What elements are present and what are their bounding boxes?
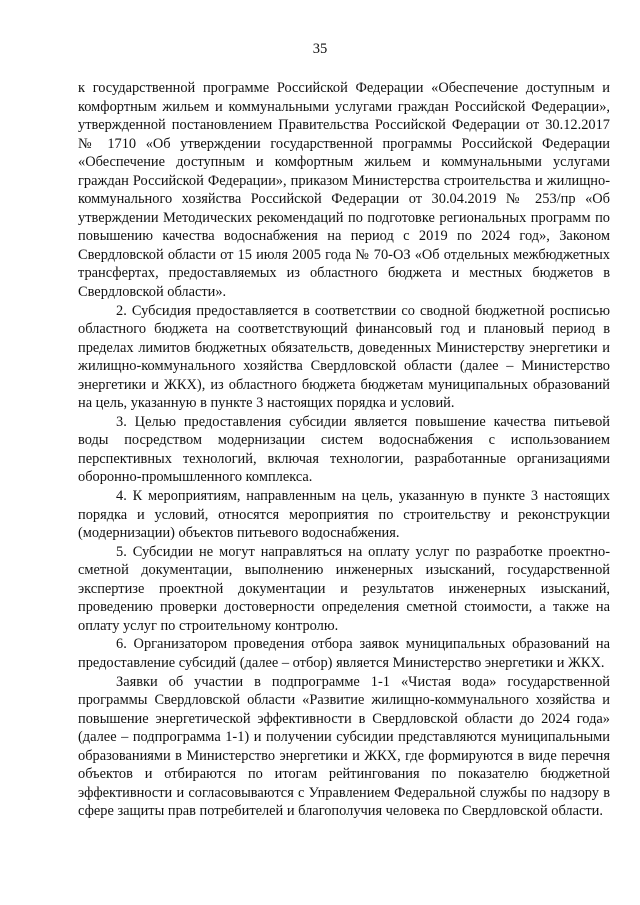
page-number: 35 <box>312 41 328 57</box>
paragraph-item-6: 6. Организатором проведения отбора заявок муниципальных образований на предоставление субсидий (далее – отбор) является Министерство энергетики и ЖКХ. <box>78 636 610 671</box>
paragraph-item-3: 3. Целью предоставления субсидии является повышение качества питьевой воды посредством модернизации систем водоснабжения с использованием перспективных технологий, включая технологии, разработанные организациями оборонно-промышленного комплекса. <box>78 413 610 486</box>
paragraph-item-4: 4. К мероприятиям, направленным на цель, указанную в пункте 3 настоящих порядка и условий, относятся мероприятия по строительству и реконструкции (модернизации) объектов питьевого водоснабжения. <box>78 488 610 542</box>
paragraph-item-5: 5. Субсидии не могут направляться на оплату услуг по разработке проектно-сметной документации, выполнению инженерных изысканий, государственной экспертизе проектной документации и результатов инженерных изысканий, проведению проверки достоверности определения сметной стоимости, а также на оплату услуг по строительному контролю. <box>78 543 610 634</box>
paragraph-applications: Заявки об участии в подпрограмме 1-1 «Чистая вода» государственной программы Свердловской области «Развитие жилищно-коммунального хозяйства и повышение энергетической эффективности в Свердловской области до 2024 года» (далее – подпрограмма 1-1) и получении субсидии представляются муниципальными образованиями в Министерство энергетики и ЖКХ, где формируются в виде перечня объектов и отбираются по итогам рейтингования по показателю бюджетной эффективности и согласовываются с Управлением Федеральной службы по надзору в сфере защиты прав потребителей и благополучия человека по Свердловской области. <box>78 673 610 820</box>
document-body <box>78 79 610 821</box>
paragraph-item-2: 2. Субсидия предоставляется в соответствии со сводной бюджетной росписью областного бюджета на соответствующий финансовый год и плановый период в пределах лимитов бюджетных обязательств, доведенных Министерству энергетики и жилищно-коммунального хозяйства Свердловской области (далее – Министерство энергетики и ЖКХ), из областного бюджета бюджетам муниципальных образований на цель, указанную в пункте 3 настоящих порядка и условий. <box>78 302 610 412</box>
paragraph-intro-continued: к государственной программе Российской Федерации «Обеспечение доступным и комфортным жильем и коммунальными услугами граждан Российской Федерации», утвержденной постановлением Правительства Российской Федерации от 30.12.2017 № 1710 «Об утверждении государственной программы Российской Федерации «Обеспечение доступным и комфортным жильем и коммунальными услугами граждан Российской Федерации», приказом Министерства строительства и жилищно-коммунального хозяйства Российской Федерации от 30.04.2019 № 253/пр «Об утверждении Методических рекомендаций по подготовке региональных программ по повышению качества водоснабжения на период с 2019 по 2024 год», Законом Свердловской области от 15 июля 2005 года № 70-ОЗ «Об отдельных межбюджетных трансфертах, предоставляемых из областного бюджета и местных бюджетов в Свердловской области». <box>78 80 610 301</box>
